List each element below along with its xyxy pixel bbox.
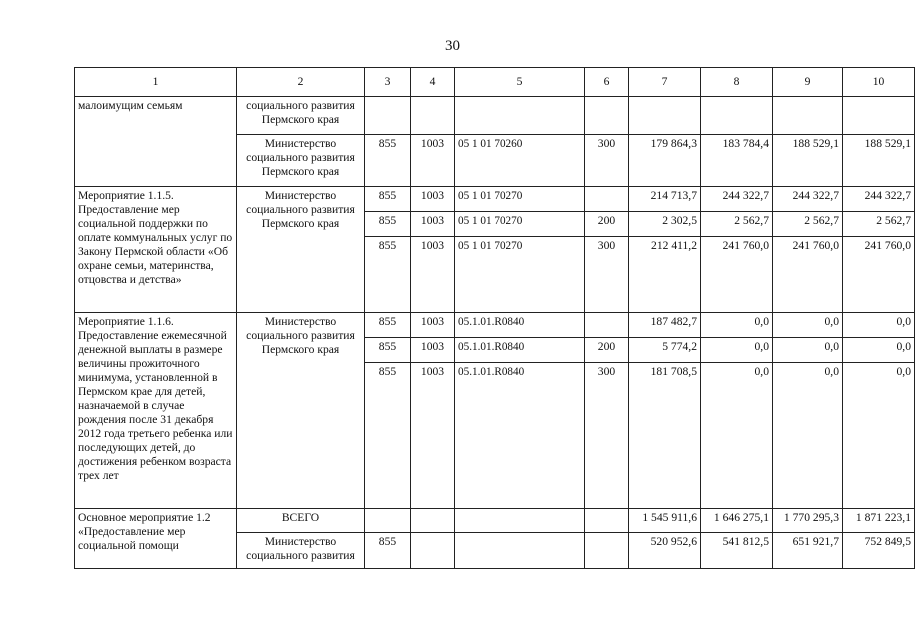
- cell-section-code: 1003: [411, 187, 455, 212]
- header-cell: 7: [629, 68, 701, 97]
- header-cell: 10: [843, 68, 915, 97]
- cell-amount-9: 0,0: [773, 313, 843, 338]
- cell-amount-8: 183 784,4: [701, 135, 773, 187]
- cell-amount-10: 1 871 223,1: [843, 509, 915, 533]
- header-cell: 8: [701, 68, 773, 97]
- activity-1-1-5-executor: Министерство социального развития Пермского края: [237, 187, 365, 313]
- activity-1-1-5-description: Мероприятие 1.1.5. Предоставление мер социальной поддержки по оплате коммунальных услуг по Закону Пермской области «Об охране семьи, материнства, отцовства и детства»: [75, 187, 237, 313]
- header-cell: 1: [75, 68, 237, 97]
- cell-expense-type: 300: [585, 135, 629, 187]
- cell-ministry-code: 855: [365, 135, 411, 187]
- cell-ministry-code: [365, 509, 411, 533]
- cell-amount-10: 0,0: [843, 363, 915, 509]
- cell-amount-10: 0,0: [843, 313, 915, 338]
- cell-target-code: 05.1.01.R0840: [455, 338, 585, 363]
- cell-target-code: [455, 533, 585, 569]
- cell-amount-8: 0,0: [701, 338, 773, 363]
- cell-amount-7: 214 713,7: [629, 187, 701, 212]
- cell-expense-type: 200: [585, 212, 629, 237]
- cell-amount-7: 212 411,2: [629, 237, 701, 313]
- cell-expense-type: [585, 97, 629, 135]
- cell-target-code: 05.1.01.R0840: [455, 313, 585, 338]
- cell-amount-7: 1 545 911,6: [629, 509, 701, 533]
- cell-ministry-code: 855: [365, 212, 411, 237]
- cell-target-code: 05 1 01 70260: [455, 135, 585, 187]
- cell-section-code: [411, 97, 455, 135]
- cell-amount-8: 241 760,0: [701, 237, 773, 313]
- cell-amount-9: 244 322,7: [773, 187, 843, 212]
- cell-target-code: 05 1 01 70270: [455, 212, 585, 237]
- cell-amount-10: 244 322,7: [843, 187, 915, 212]
- cell-target-code: [455, 509, 585, 533]
- cell-amount-9: 651 921,7: [773, 533, 843, 569]
- cell-amount-9: 1 770 295,3: [773, 509, 843, 533]
- cell-section-code: 1003: [411, 313, 455, 338]
- cell-ministry-code: 855: [365, 533, 411, 569]
- header-cell: 5: [455, 68, 585, 97]
- cell-expense-type: [585, 509, 629, 533]
- row-executor: ВСЕГО: [237, 509, 365, 533]
- row-executor: Министерство социального развития Пермского края: [237, 135, 365, 187]
- header-cell: 6: [585, 68, 629, 97]
- cell-amount-10: 188 529,1: [843, 135, 915, 187]
- cell-amount-10: 752 849,5: [843, 533, 915, 569]
- cell-ministry-code: 855: [365, 187, 411, 212]
- cell-amount-10: [843, 97, 915, 135]
- cell-section-code: 1003: [411, 338, 455, 363]
- cell-amount-7: [629, 97, 701, 135]
- cell-target-code: 05 1 01 70270: [455, 237, 585, 313]
- cell-amount-9: [773, 97, 843, 135]
- cell-ministry-code: [365, 97, 411, 135]
- cell-section-code: 1003: [411, 237, 455, 313]
- table-row: [75, 187, 915, 212]
- cell-amount-10: 0,0: [843, 338, 915, 363]
- row-executor: социального развития Пермского края: [237, 97, 365, 135]
- cell-amount-7: 5 774,2: [629, 338, 701, 363]
- cell-amount-8: 541 812,5: [701, 533, 773, 569]
- cell-ministry-code: 855: [365, 338, 411, 363]
- cell-amount-8: 0,0: [701, 313, 773, 338]
- table-row: [75, 313, 915, 338]
- header-cell: 2: [237, 68, 365, 97]
- cell-amount-8: [701, 97, 773, 135]
- cell-expense-type: 200: [585, 338, 629, 363]
- cell-ministry-code: 855: [365, 237, 411, 313]
- activity-1-2-description: Основное мероприятие 1.2 «Предоставление мер социальной помощи: [75, 509, 237, 569]
- budget-table: [74, 67, 915, 569]
- cell-section-code: 1003: [411, 212, 455, 237]
- cell-target-code: 05 1 01 70270: [455, 187, 585, 212]
- cell-section-code: [411, 509, 455, 533]
- activity-1-1-6-description: Мероприятие 1.1.6. Предоставление ежемесячной денежной выплаты в размере величины прожиточного минимума, установленной в Пермском крае для детей, назначаемой в случае рождения после 31 декабря 2012 года третьего ребенка или последующих детей, до достижения ребенком возраста трех лет: [75, 313, 237, 509]
- activity-1-1-6-executor: Министерство социального развития Пермского края: [237, 313, 365, 509]
- cell-expense-type: [585, 187, 629, 212]
- cell-target-code: 05.1.01.R0840: [455, 363, 585, 509]
- table-row: [75, 97, 915, 135]
- cell-amount-7: 181 708,5: [629, 363, 701, 509]
- cell-amount-9: 2 562,7: [773, 212, 843, 237]
- header-cell: 3: [365, 68, 411, 97]
- table-header-row: [75, 68, 915, 97]
- cell-amount-9: 0,0: [773, 338, 843, 363]
- cell-amount-8: 244 322,7: [701, 187, 773, 212]
- header-cell: 9: [773, 68, 843, 97]
- cell-amount-9: 188 529,1: [773, 135, 843, 187]
- cell-section-code: 1003: [411, 363, 455, 509]
- cell-amount-9: 241 760,0: [773, 237, 843, 313]
- cell-amount-8: 1 646 275,1: [701, 509, 773, 533]
- row-description: малоимущим семьям: [75, 97, 237, 187]
- cell-amount-8: 0,0: [701, 363, 773, 509]
- cell-amount-7: 187 482,7: [629, 313, 701, 338]
- table-row: [75, 509, 915, 533]
- row-executor: Министерство социального развития: [237, 533, 365, 569]
- cell-expense-type: [585, 533, 629, 569]
- cell-amount-7: 520 952,6: [629, 533, 701, 569]
- cell-section-code: [411, 533, 455, 569]
- cell-ministry-code: 855: [365, 313, 411, 338]
- cell-expense-type: 300: [585, 363, 629, 509]
- cell-amount-7: 179 864,3: [629, 135, 701, 187]
- cell-amount-8: 2 562,7: [701, 212, 773, 237]
- cell-amount-10: 241 760,0: [843, 237, 915, 313]
- cell-amount-9: 0,0: [773, 363, 843, 509]
- cell-expense-type: 300: [585, 237, 629, 313]
- cell-amount-10: 2 562,7: [843, 212, 915, 237]
- cell-expense-type: [585, 313, 629, 338]
- cell-target-code: [455, 97, 585, 135]
- cell-ministry-code: 855: [365, 363, 411, 509]
- cell-section-code: 1003: [411, 135, 455, 187]
- cell-amount-7: 2 302,5: [629, 212, 701, 237]
- header-cell: 4: [411, 68, 455, 97]
- page-number: 30: [445, 38, 460, 54]
